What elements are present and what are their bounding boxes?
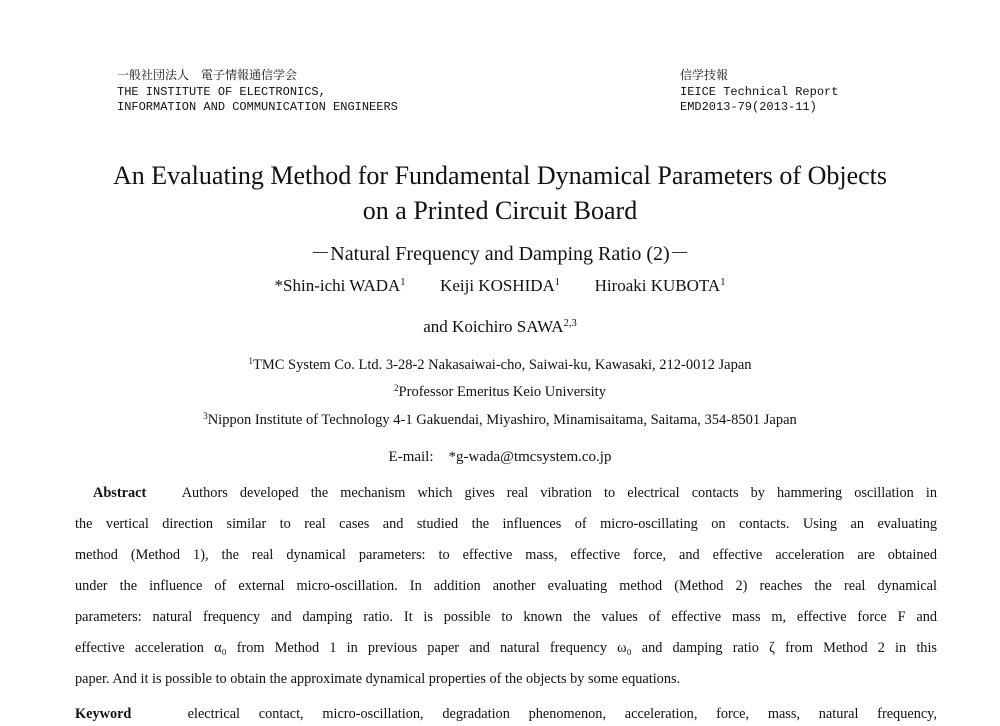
abstract-line: under the influence of external micro-oscillation. In addition another evaluating method (Method 2) reaches the real dynamical <box>75 578 937 594</box>
affiliation-3: $^3$Nippon Institute of Technology 4-1 Gakuendai, Miyashiro, Minamisaitama, Saitama, 354-8501 Japan <box>203 411 797 428</box>
paper-title-line-2: on a Printed Circuit Board <box>362 196 638 225</box>
institute-header <box>117 69 398 116</box>
institute-name-jp: 一般社団法人 電子情報通信学会 <box>117 69 298 83</box>
report-name-en: IEICE Technical Report <box>680 84 839 99</box>
author-line-1 <box>0 276 1000 296</box>
affiliation-2: $^2$Professor Emeritus Keio University <box>394 383 606 400</box>
keyword-label: Keyword <box>75 706 132 722</box>
paper-title-line-1: An Evaluating Method for Fundamental Dynamical Parameters of Objects <box>112 161 887 190</box>
author: Keiji KOSHIDA$^1$ <box>440 276 561 295</box>
institute-name-en-1: THE INSTITUTE OF ELECTRONICS, <box>117 84 326 99</box>
abstract-line: effective acceleration α₀ from Method 1 in previous paper and natural frequency ω₀ and damping ratio ζ from Method 2 in this <box>75 640 937 656</box>
author: and Koichiro SAWA$^{2,3}$ <box>423 317 577 336</box>
abstract-line: method (Method 1), the real dynamical parameters: to effective mass, effective force, and effective acceleration are obtained <box>75 547 937 563</box>
abstract-label: Abstract <box>93 485 147 501</box>
report-header <box>680 69 838 116</box>
author: Hiroaki KUBOTA$^1$ <box>594 276 726 295</box>
abstract-line: parameters: natural frequency and damping ratio. It is possible to known the values of effective mass m, effective force F and <box>75 609 937 625</box>
abstract-line: Abstract Authors developed the mechanism which gives real vibration to electrical contacts by hammering oscillation in <box>93 485 937 501</box>
paper-subtitle: －Natural Frequency and Damping Ratio (2)－ <box>310 243 690 265</box>
affiliation-1: $^1$TMC System Co. Ltd. 3-28-2 Nakasaiwai-cho, Saiwai-ku, Kawasaki, 212-0012 Japan <box>248 356 752 373</box>
author: *Shin-ichi WADA$^1$ <box>274 276 406 295</box>
institute-name-en-2: INFORMATION AND COMMUNICATION ENGINEERS <box>117 100 398 114</box>
abstract-line: the vertical direction similar to real cases and studied the influences of micro-oscillating on contacts. Using an evaluating <box>75 516 937 532</box>
report-number: EMD2013-79(2013-11) <box>680 100 817 114</box>
email: E-mail: *g-wada@tmcsystem.co.jp <box>388 449 612 465</box>
keyword-line: Keyword electrical contact, micro-oscillation, degradation phenomenon, acceleration, force, mass, natural frequency, <box>75 706 937 722</box>
report-name-jp: 信学技報 <box>680 69 729 83</box>
abstract-line: paper. And it is possible to obtain the approximate dynamical properties of the objects by some equations. <box>75 671 681 687</box>
author-line-2 <box>0 317 1000 337</box>
